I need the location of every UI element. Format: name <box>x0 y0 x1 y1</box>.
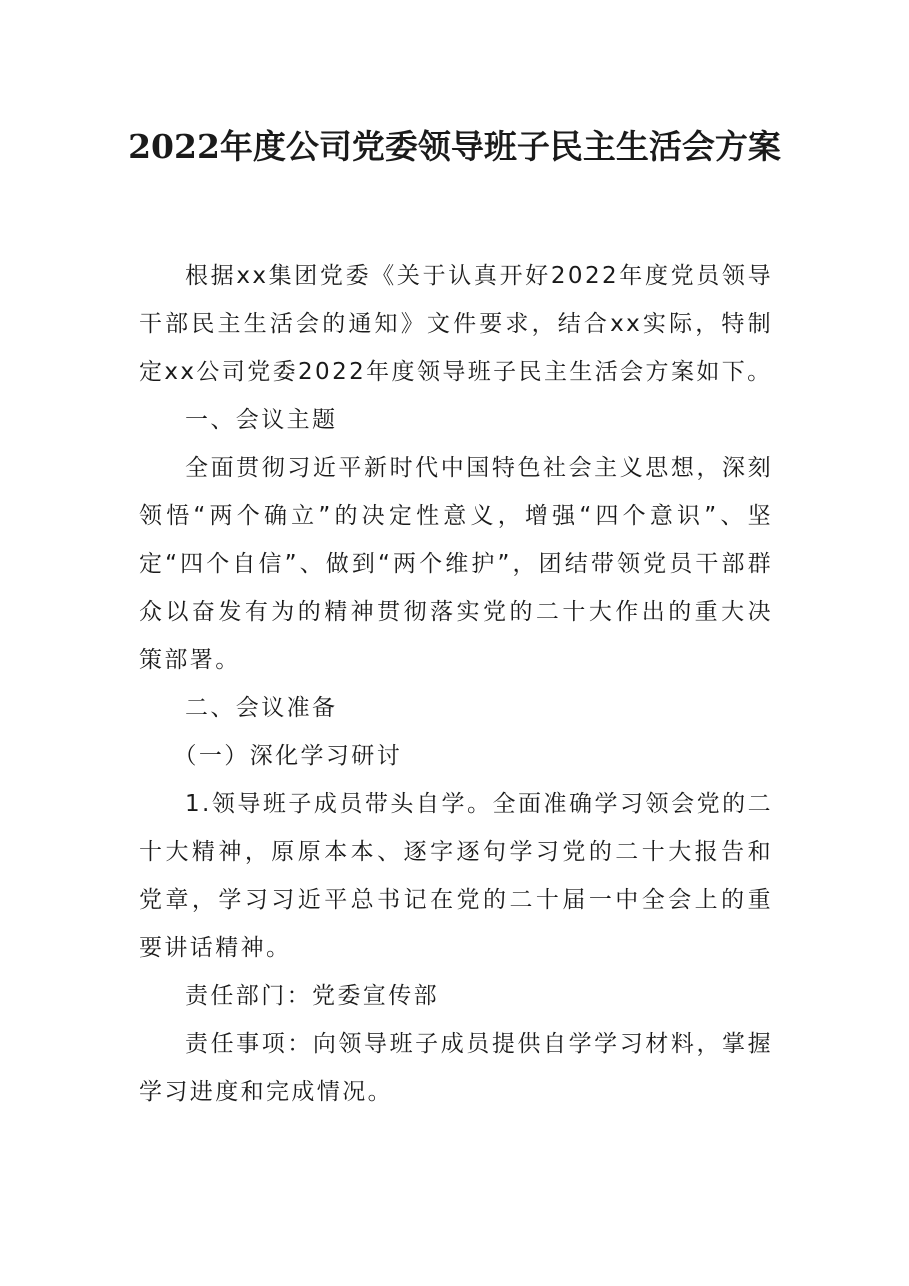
document-body <box>139 252 773 1116</box>
intro-paragraph: 根据xx集团党委《关于认真开好2022年度党员领导干部民主生活会的通知》文件要求，结合xx实际，特制定xx公司党委2022年度领导班子民主生活会方案如下。 <box>139 263 773 385</box>
subsection-heading-study: （一）深化学习研讨 <box>173 743 403 769</box>
study-item-paragraph: 1.领导班子成员带头自学。全面准确学习领会党的二十大精神，原原本本、逐字逐句学习党的二十大报告和党章，学习习近平总书记在党的二十届一中全会上的重要讲话精神。 <box>139 791 773 961</box>
section-heading-theme: 一、会议主题 <box>185 407 338 433</box>
responsible-department: 责任部门：党委宣传部 <box>185 983 439 1009</box>
responsible-matters: 责任事项：向领导班子成员提供自学学习材料，掌握学习进度和完成情况。 <box>139 1031 773 1105</box>
section-heading-preparation: 二、会议准备 <box>185 695 338 721</box>
document-title: 2022年度公司党委领导班子民主生活会方案 <box>128 127 781 166</box>
theme-paragraph: 全面贯彻习近平新时代中国特色社会主义思想，深刻领悟“两个确立”的决定性意义，增强“四个意识”、坚定“四个自信”、做到“两个维护”，团结带领党员干部群众以奋发有为的精神贯彻落实党的二十大作出的重大决策部署。 <box>139 455 773 673</box>
